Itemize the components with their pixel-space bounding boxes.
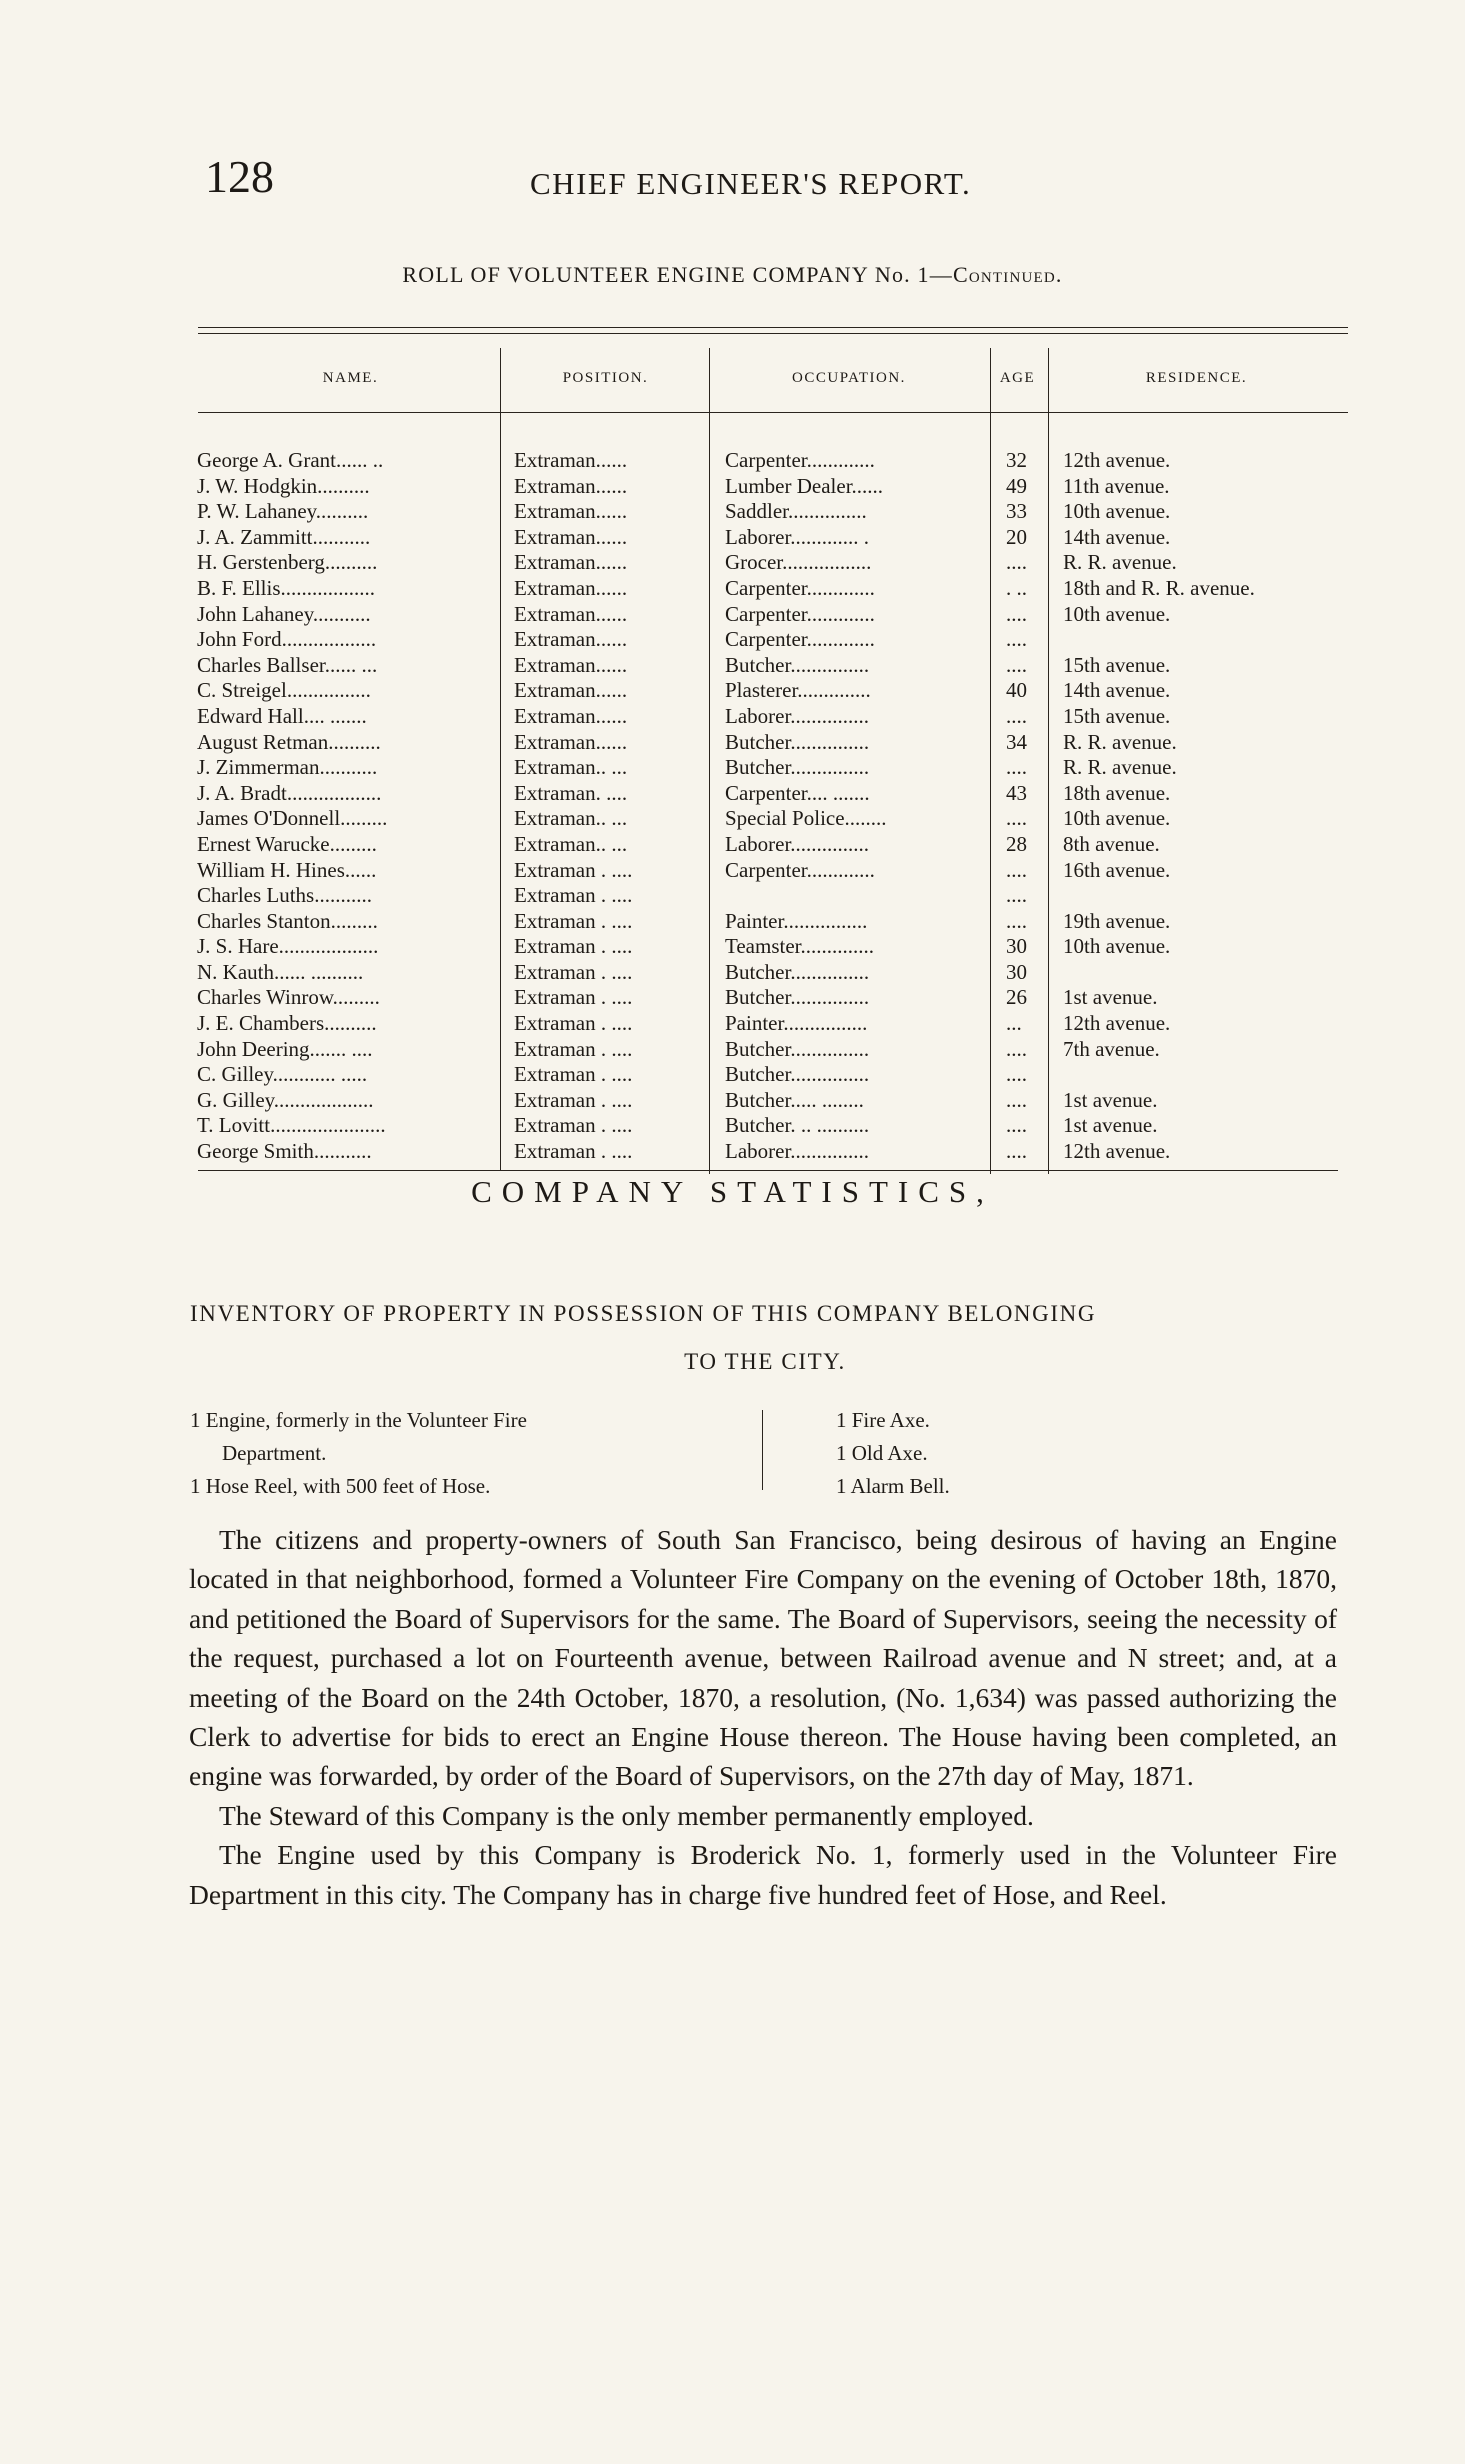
table-row [0, 985, 1465, 1011]
row-age: 26 [1006, 985, 1027, 1010]
row-name: J. S. Hare................... [197, 934, 379, 959]
row-occupation: Butcher............... [725, 729, 870, 754]
inventory-item: 1 Fire Axe. [836, 1408, 930, 1432]
table-row [0, 627, 1465, 653]
row-age: 33 [1006, 499, 1027, 524]
row-residence: 10th avenue. [1063, 934, 1171, 959]
row-occupation: Carpenter............. [725, 601, 875, 626]
table-row [0, 909, 1465, 935]
table-row [0, 602, 1465, 628]
col-header-residence: RESIDENCE. [1145, 370, 1248, 386]
row-occupation: Butcher. .. .......... [725, 1113, 870, 1138]
row-occupation: Lumber Dealer...... [725, 473, 884, 498]
row-age: 30 [1006, 934, 1027, 959]
row-age: .... [1006, 550, 1027, 575]
roll-title [0, 262, 1465, 288]
row-occupation: Special Police........ [725, 806, 887, 831]
row-age: .... [1006, 627, 1027, 652]
row-age: .... [1006, 601, 1027, 626]
row-age: .... [1006, 1113, 1027, 1138]
table-row [0, 550, 1465, 576]
table-row [0, 678, 1465, 704]
row-name: J. Zimmerman........... [197, 755, 378, 780]
row-residence: R. R. avenue. [1063, 550, 1177, 575]
row-age: 49 [1006, 473, 1027, 498]
row-age: .... [1006, 652, 1027, 677]
row-occupation: Butcher............... [725, 985, 870, 1010]
row-name: P. W. Lahaney.......... [197, 499, 369, 524]
table-row [0, 858, 1465, 884]
row-residence: 11th avenue. [1063, 473, 1170, 498]
row-residence: 1st avenue. [1063, 1113, 1158, 1138]
row-residence: 10th avenue. [1063, 806, 1171, 831]
row-position: Extraman . .... [514, 1139, 633, 1164]
row-age: .... [1006, 857, 1027, 882]
row-residence: R. R. avenue. [1063, 729, 1177, 754]
row-position: Extraman . .... [514, 1087, 633, 1112]
row-position: Extraman . .... [514, 985, 633, 1010]
table-row [0, 755, 1465, 781]
row-occupation: Butcher............... [725, 1062, 870, 1087]
row-residence: 18th and R. R. avenue. [1063, 575, 1255, 600]
inventory-item: 1 Engine, formerly in the Volunteer Fire [190, 1408, 527, 1432]
row-occupation: Carpenter............. [725, 627, 875, 652]
table-row [0, 525, 1465, 551]
col-header-occupation: OCCUPATION. [792, 370, 906, 386]
row-age: .... [1006, 883, 1027, 908]
row-age: 20 [1006, 524, 1027, 549]
row-residence: 19th avenue. [1063, 908, 1171, 933]
table-row [0, 1139, 1465, 1165]
row-occupation: Laborer............... [725, 1139, 870, 1164]
running-head: CHIEF ENGINEER'S REPORT. [530, 166, 972, 201]
row-position: Extraman...... [514, 678, 628, 703]
row-name: Ernest Warucke......... [197, 831, 377, 856]
table-row [0, 704, 1465, 730]
row-name: John Lahaney........... [197, 601, 371, 626]
row-residence: 15th avenue. [1063, 703, 1171, 728]
row-position: Extraman...... [514, 601, 628, 626]
row-age: ... [1006, 1011, 1022, 1036]
row-occupation: Carpenter............. [725, 575, 875, 600]
row-position: Extraman...... [514, 524, 628, 549]
row-occupation: Butcher............... [725, 1036, 870, 1061]
row-name: George Smith........... [197, 1139, 372, 1164]
table-row [0, 474, 1465, 500]
table-row [0, 806, 1465, 832]
row-age: .... [1006, 1036, 1027, 1061]
row-residence: 7th avenue. [1063, 1036, 1160, 1061]
row-age: . .. [1006, 575, 1027, 600]
row-age: 43 [1006, 780, 1027, 805]
table-bottom-rule [198, 1170, 1338, 1171]
row-name: August Retman.......... [197, 729, 381, 754]
row-age: .... [1006, 1087, 1027, 1112]
row-residence: 12th avenue. [1063, 1011, 1171, 1036]
row-residence: 10th avenue. [1063, 601, 1171, 626]
row-name: John Ford.................. [197, 627, 377, 652]
row-occupation: Laborer............... [725, 831, 870, 856]
roll-table [198, 327, 1348, 413]
table-row [0, 576, 1465, 602]
row-residence: 12th avenue. [1063, 448, 1171, 472]
row-occupation: Teamster.............. [725, 934, 874, 959]
table-row [0, 1088, 1465, 1114]
inventory-item: 1 Old Axe. [836, 1441, 928, 1465]
table-row [0, 499, 1465, 525]
row-occupation: Carpenter.... ....... [725, 780, 870, 805]
inventory-item: 1 Alarm Bell. [836, 1474, 950, 1498]
row-position: Extraman...... [514, 473, 628, 498]
row-residence: 12th avenue. [1063, 1139, 1171, 1164]
row-name: N. Kauth...... .......... [197, 959, 364, 984]
row-residence: 15th avenue. [1063, 652, 1171, 677]
row-occupation: Painter................ [725, 1011, 868, 1036]
row-residence: 10th avenue. [1063, 499, 1171, 524]
table-row [0, 653, 1465, 679]
row-position: Extraman...... [514, 499, 628, 524]
row-age: .... [1006, 806, 1027, 831]
company-statistics-heading: COMPANY STATISTICS, [471, 1174, 994, 1209]
col-header-position: POSITION. [562, 370, 649, 386]
row-occupation: Butcher............... [725, 652, 870, 677]
roll-title-continued: Continued. [952, 262, 1063, 287]
row-residence: 14th avenue. [1063, 524, 1171, 549]
row-name: Edward Hall.... ....... [197, 703, 367, 728]
row-age: .... [1006, 703, 1027, 728]
row-name: J. W. Hodgkin.......... [197, 473, 370, 498]
roll-rows [0, 448, 1465, 1165]
row-occupation: Carpenter............. [725, 448, 875, 472]
row-name: Charles Stanton......... [197, 908, 378, 933]
row-residence: 1st avenue. [1063, 985, 1158, 1010]
inventory-left-list [190, 1404, 710, 1503]
row-name: J. A. Bradt.................. [197, 780, 382, 805]
col-header-name: NAME. [322, 370, 379, 386]
page-header [195, 150, 1345, 210]
row-position: Extraman . .... [514, 1062, 633, 1087]
inventory-item: Department. [222, 1441, 327, 1465]
row-age: 28 [1006, 831, 1027, 856]
row-position: Extraman . .... [514, 857, 633, 882]
row-age: 30 [1006, 959, 1027, 984]
row-position: Extraman . .... [514, 934, 633, 959]
row-position: Extraman . .... [514, 1113, 633, 1138]
row-occupation: Laborer............. . [725, 524, 870, 549]
row-age: .... [1006, 755, 1027, 780]
row-residence: 16th avenue. [1063, 857, 1171, 882]
row-position: Extraman...... [514, 627, 628, 652]
row-position: Extraman . .... [514, 959, 633, 984]
inventory-title-line2: TO THE CITY. [684, 1349, 846, 1374]
row-residence: 14th avenue. [1063, 678, 1171, 703]
table-row [0, 960, 1465, 986]
row-residence: 1st avenue. [1063, 1087, 1158, 1112]
table-row [0, 1113, 1465, 1139]
col-header-age: AGE [999, 370, 1036, 386]
row-name: Charles Winrow......... [197, 985, 380, 1010]
row-position: Extraman...... [514, 729, 628, 754]
page-number: 128 [205, 151, 274, 202]
row-occupation: Butcher............... [725, 755, 870, 780]
inventory-divider [762, 1410, 763, 1490]
row-position: Extraman.. ... [514, 831, 628, 856]
row-position: Extraman.. ... [514, 755, 628, 780]
table-row [0, 883, 1465, 909]
row-residence: 18th avenue. [1063, 780, 1171, 805]
row-age: 34 [1006, 729, 1027, 754]
body-text [189, 1520, 1337, 1914]
row-age: .... [1006, 1139, 1027, 1164]
row-name: C. Gilley............ ..... [197, 1062, 368, 1087]
row-occupation: Plasterer.............. [725, 678, 871, 703]
table-row [0, 730, 1465, 756]
table-row [0, 781, 1465, 807]
table-row [0, 448, 1465, 474]
table-row [0, 832, 1465, 858]
row-occupation: Grocer................. [725, 550, 872, 575]
row-name: H. Gerstenberg.......... [197, 550, 378, 575]
row-occupation: Butcher............... [725, 959, 870, 984]
row-name: C. Streigel................ [197, 678, 371, 703]
row-occupation: Butcher..... ........ [725, 1087, 864, 1112]
row-name: J. E. Chambers.......... [197, 1011, 377, 1036]
row-age: .... [1006, 908, 1027, 933]
row-name: Charles Luths........... [197, 883, 372, 908]
row-age: 40 [1006, 678, 1027, 703]
inventory-right-list [836, 1404, 1236, 1503]
inventory-title [190, 1290, 1340, 1386]
body-paragraph: The Steward of this Company is the only member permanently employed. [219, 1799, 1034, 1831]
table-row [0, 1011, 1465, 1037]
inventory-item: 1 Hose Reel, with 500 feet of Hose. [190, 1474, 491, 1498]
row-occupation: Saddler............... [725, 499, 867, 524]
row-name: G. Gilley................... [197, 1087, 374, 1112]
row-position: Extraman...... [514, 448, 628, 472]
row-residence: R. R. avenue. [1063, 755, 1177, 780]
row-age: .... [1006, 1062, 1027, 1087]
roll-title-text: ROLL OF VOLUNTEER ENGINE COMPANY No. 1— [402, 262, 953, 287]
row-position: Extraman...... [514, 575, 628, 600]
body-paragraph: The Engine used by this Company is Broderick No. 1, formerly used in the Volunteer Fire Department in this city. The Company has in charge five hundred feet of Hose, and Reel. [189, 1839, 1337, 1910]
row-residence: 8th avenue. [1063, 831, 1160, 856]
row-position: Extraman...... [514, 703, 628, 728]
table-row [0, 934, 1465, 960]
table-row [0, 1062, 1465, 1088]
row-name: Charles Ballser...... ... [197, 652, 378, 677]
row-position: Extraman...... [514, 652, 628, 677]
row-position: Extraman.. ... [514, 806, 628, 831]
row-age: 32 [1006, 448, 1027, 472]
inventory-title-line1: INVENTORY OF PROPERTY IN POSSESSION OF THIS COMPANY BELONGING [190, 1301, 1097, 1326]
body-paragraph: The citizens and property-owners of South San Francisco, being desirous of having an Engine located in that neighborhood, formed a Volunteer Fire Company on the evening of October 18th, 1870, and petitioned the Board of Supervisors for the same. The Board of Supervisors, seeing the necessity of the request, purchased a lot on Fourteenth avenue, between Railroad avenue and N street; and, at a meeting of the Board on the 24th October, 1870, a resolution, (No. 1,634) was passed authorizing the Clerk to advertise for bids to erect an Engine House thereon. The House having been completed, an engine was forwarded, by order of the Board of Supervisors, on the 27th day of May, 1871. [189, 1524, 1337, 1792]
row-position: Extraman . .... [514, 1036, 633, 1061]
row-name: James O'Donnell......... [197, 806, 388, 831]
row-position: Extraman . .... [514, 1011, 633, 1036]
row-position: Extraman . .... [514, 883, 633, 908]
row-name: T. Lovitt...................... [197, 1113, 386, 1138]
row-name: B. F. Ellis.................. [197, 575, 376, 600]
row-name: J. A. Zammitt........... [197, 524, 371, 549]
row-position: Extraman . .... [514, 908, 633, 933]
row-position: Extraman. .... [514, 780, 628, 805]
row-name: John Deering....... .... [197, 1036, 373, 1061]
row-occupation: Laborer............... [725, 703, 870, 728]
row-occupation: Painter................ [725, 908, 868, 933]
table-header [198, 334, 1348, 413]
row-occupation: Carpenter............. [725, 857, 875, 882]
row-name: William H. Hines...... [197, 857, 377, 882]
row-name: George A. Grant...... .. [197, 448, 384, 472]
table-row [0, 1037, 1465, 1063]
row-position: Extraman...... [514, 550, 628, 575]
